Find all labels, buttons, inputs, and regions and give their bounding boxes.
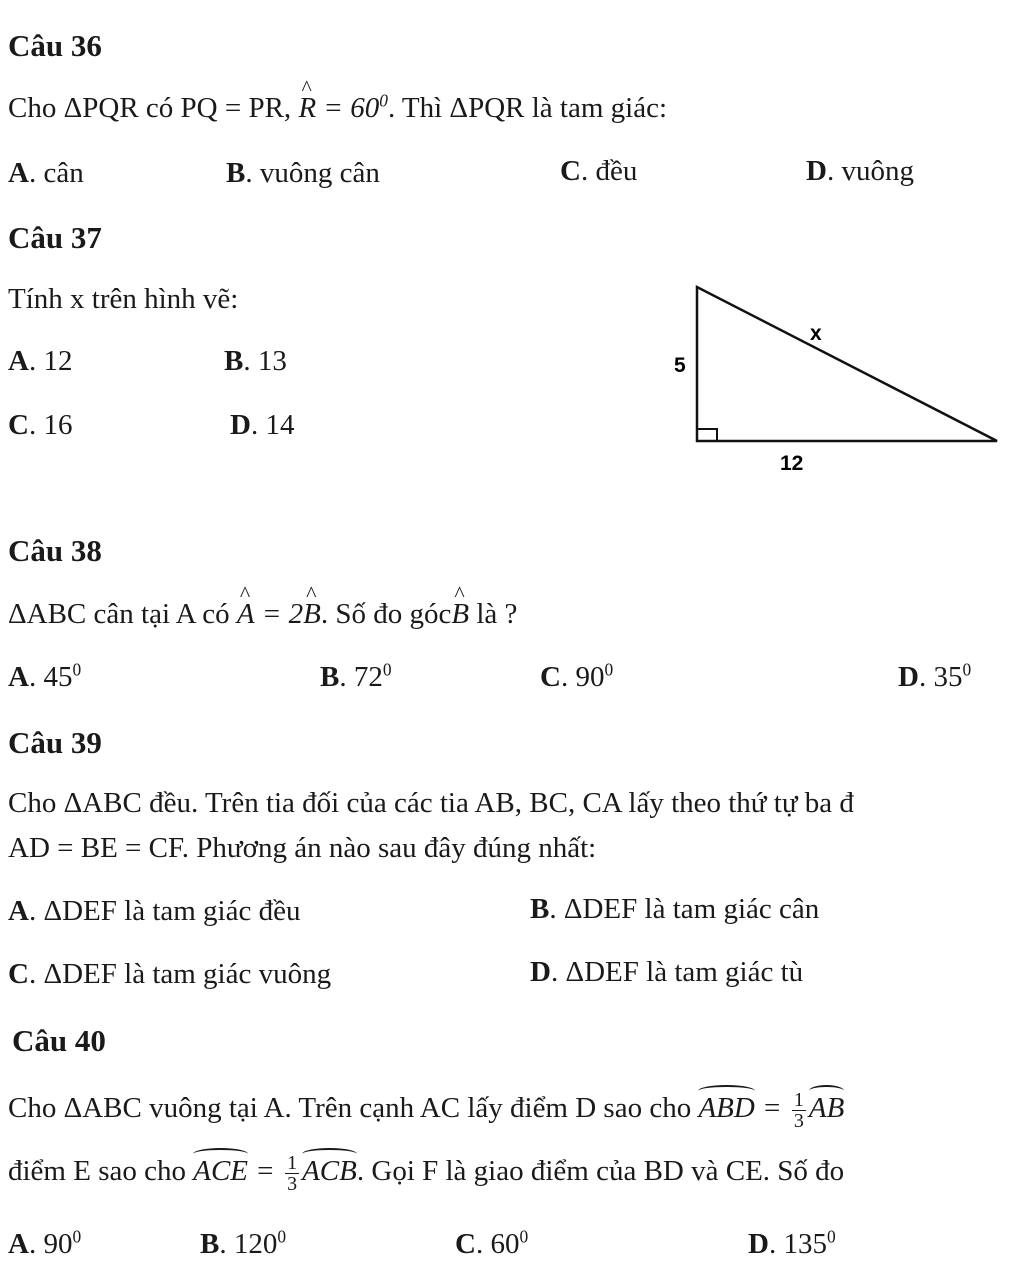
degree-sup: 0 <box>379 90 388 111</box>
option-text: . 35 <box>918 661 963 693</box>
q39-option-a[interactable] <box>8 895 300 928</box>
angle-ace: ACE <box>193 1155 249 1188</box>
degree-sup: 0 <box>72 659 82 680</box>
option-letter: D <box>748 1228 769 1260</box>
option-text: . vuông <box>826 155 914 187</box>
option-text: . cân <box>28 157 84 189</box>
q39-option-d[interactable] <box>530 956 803 989</box>
q40-option-a[interactable] <box>8 1228 81 1261</box>
option-letter: C <box>455 1228 476 1260</box>
option-letter: B <box>200 1228 220 1260</box>
option-text: . vuông cân <box>245 157 380 189</box>
degree-sup: 0 <box>382 659 392 680</box>
fraction-one-third <box>792 1090 806 1131</box>
option-letter: C <box>540 661 561 693</box>
label-base-12: 12 <box>780 452 804 475</box>
stem-text: . Số đo góc <box>320 598 452 630</box>
degree-sup: 0 <box>604 659 614 680</box>
degree-sup: 0 <box>962 659 972 680</box>
option-letter: A <box>8 661 29 693</box>
question-38-heading: Câu 38 <box>8 533 102 568</box>
q40-option-d[interactable] <box>748 1228 836 1261</box>
label-hypotenuse-x: x <box>810 322 822 345</box>
stem-equation: = <box>754 1092 789 1125</box>
q37-option-c[interactable] <box>8 409 72 442</box>
option-letter: D <box>530 956 551 988</box>
option-text: . 90 <box>28 1228 73 1260</box>
option-text: . 16 <box>28 409 73 441</box>
angle-abc-partial: AB <box>808 1092 845 1125</box>
option-text: . 135 <box>768 1228 827 1260</box>
option-letter: D <box>806 155 827 187</box>
fraction-numerator: 1 <box>793 1089 804 1111</box>
q36-option-d[interactable] <box>806 155 914 188</box>
option-letter: A <box>8 895 29 927</box>
q38-option-a[interactable] <box>8 661 81 694</box>
option-letter: C <box>8 958 29 990</box>
fraction-denominator: 3 <box>287 1173 298 1195</box>
fraction-denominator: 3 <box>793 1110 804 1132</box>
q40-option-c[interactable] <box>455 1228 528 1261</box>
stem-text: . Thì ΔPQR là tam giác: <box>387 92 668 124</box>
angle-b: ^ B <box>303 598 321 631</box>
q38-option-b[interactable] <box>320 661 392 694</box>
question-40-stem-line1 <box>8 1090 844 1131</box>
option-text: . 13 <box>243 345 287 377</box>
fraction-one-third <box>285 1153 299 1194</box>
option-letter: D <box>230 409 251 441</box>
question-38-stem <box>8 598 517 631</box>
right-triangle-figure <box>660 280 1010 480</box>
question-40-stem-line2 <box>8 1153 844 1194</box>
angle-abd: ABD <box>698 1092 755 1125</box>
q39-option-b[interactable] <box>530 893 819 926</box>
q37-option-b[interactable] <box>224 345 287 378</box>
option-text: . 14 <box>250 409 295 441</box>
angle-acb: ACB <box>302 1155 357 1188</box>
angle-b: ^ B <box>451 598 469 631</box>
option-letter: D <box>898 661 919 693</box>
option-letter: C <box>560 155 581 187</box>
fraction-numerator: 1 <box>287 1152 298 1174</box>
question-40-heading: Câu 40 <box>12 1023 106 1058</box>
option-text: . 60 <box>475 1228 520 1260</box>
option-text: . 72 <box>339 661 383 693</box>
question-39-stem-line2: AD = BE = CF. Phương án nào sau đây đúng nhất: <box>8 832 597 864</box>
q37-option-a[interactable] <box>8 345 72 378</box>
question-36-stem <box>8 92 667 125</box>
option-letter: B <box>320 661 340 693</box>
q36-option-a[interactable] <box>8 157 84 190</box>
stem-equation: = 2 <box>254 598 304 630</box>
q36-option-b[interactable] <box>226 157 380 190</box>
question-36-heading: Câu 36 <box>8 28 102 63</box>
option-letter: C <box>8 409 29 441</box>
option-text: . ΔDEF là tam giác đều <box>28 895 301 927</box>
stem-text: ΔABC cân tại A có <box>8 598 237 630</box>
degree-sup: 0 <box>277 1226 287 1247</box>
angle-r: ^ R <box>298 92 316 125</box>
stem-text: là ? <box>469 598 518 630</box>
stem-text: Cho ΔPQR có PQ = PR, <box>8 92 299 124</box>
option-text: . đều <box>580 155 638 187</box>
triangle-outline <box>697 287 997 441</box>
q38-option-d[interactable] <box>898 661 971 694</box>
q40-option-b[interactable] <box>200 1228 286 1261</box>
degree-sup: 0 <box>519 1226 529 1247</box>
stem-equation: = <box>248 1155 283 1188</box>
q36-option-c[interactable] <box>560 155 637 188</box>
option-text: . 120 <box>219 1228 278 1260</box>
option-text: . ΔDEF là tam giác tù <box>550 956 804 988</box>
q38-option-c[interactable] <box>540 661 613 694</box>
option-text: . ΔDEF là tam giác cân <box>549 893 820 925</box>
stem-text: . Gọi F là giao điểm của BD và CE. Số đo <box>356 1155 845 1188</box>
stem-text: điểm E sao cho <box>8 1155 194 1188</box>
stem-equation: = 60 <box>316 92 380 124</box>
label-side-5: 5 <box>674 354 686 377</box>
degree-sup: 0 <box>826 1226 836 1247</box>
option-letter: B <box>224 345 244 377</box>
q37-option-d[interactable] <box>230 409 294 442</box>
option-letter: B <box>530 893 550 925</box>
question-37-stem: Tính x trên hình vẽ: <box>8 283 239 315</box>
option-letter: A <box>8 1228 29 1260</box>
question-39-stem-line1: Cho ΔABC đều. Trên tia đối của các tia AB, BC, CA lấy theo thứ tự ba đ <box>8 787 854 819</box>
option-letter: B <box>226 157 246 189</box>
option-text: . 45 <box>28 661 73 693</box>
option-text: . 12 <box>28 345 73 377</box>
angle-a: ^ A <box>237 598 255 631</box>
stem-text: Cho ΔABC vuông tại A. Trên cạnh AC lấy điểm D sao cho <box>8 1092 699 1125</box>
option-letter: A <box>8 345 29 377</box>
option-text: . 90 <box>560 661 605 693</box>
question-37-heading: Câu 37 <box>8 220 102 255</box>
q39-option-c[interactable] <box>8 958 331 991</box>
right-angle-marker <box>697 429 717 441</box>
option-letter: A <box>8 157 29 189</box>
option-text: . ΔDEF là tam giác vuông <box>28 958 332 990</box>
question-39-heading: Câu 39 <box>8 725 102 760</box>
degree-sup: 0 <box>72 1226 82 1247</box>
